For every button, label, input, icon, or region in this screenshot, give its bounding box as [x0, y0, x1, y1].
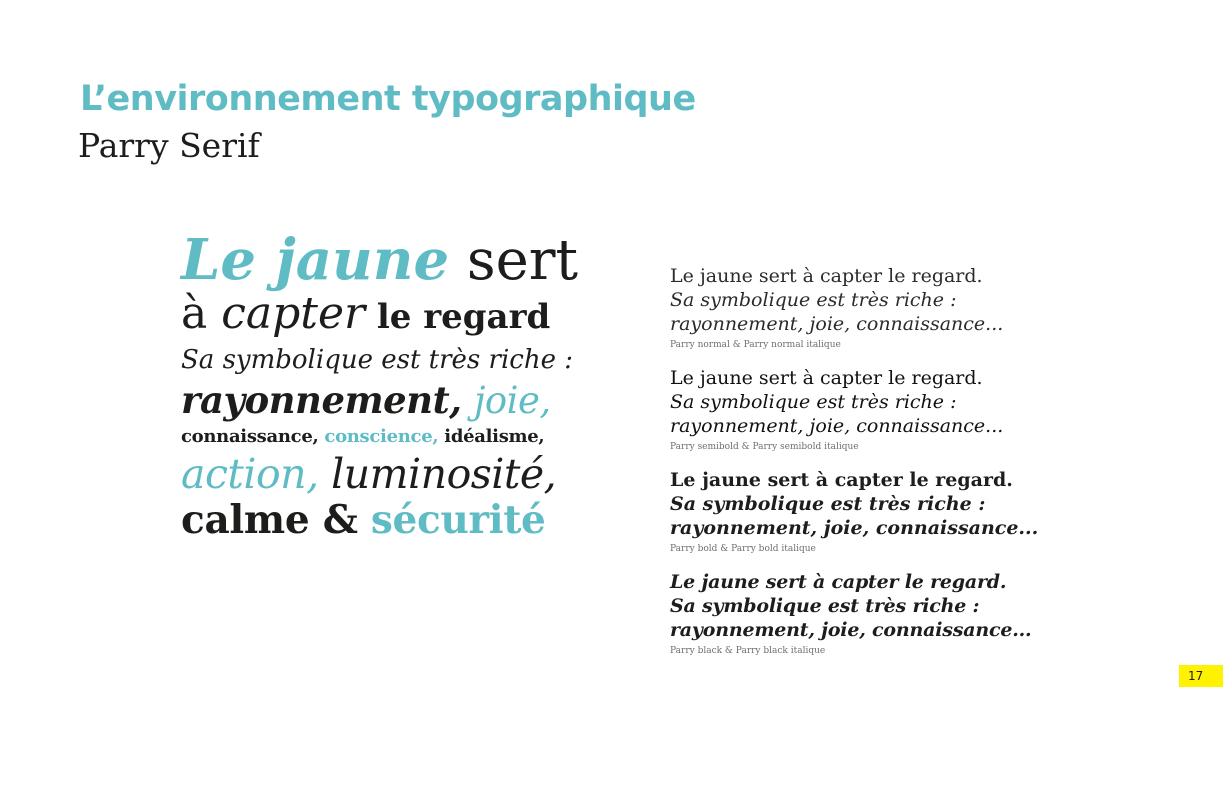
- specimen-word: le regard: [365, 297, 551, 337]
- sample-caption: Parry normal & Parry normal italique: [670, 340, 841, 350]
- specimen-word: connaissance,: [181, 426, 325, 447]
- sample-black: [670, 570, 1190, 658]
- sample-normal: [670, 264, 1190, 352]
- sample-line: Sa symbolique est très riche :: [670, 391, 957, 413]
- page-title: L’environnement typographique: [80, 79, 696, 119]
- sample-caption: Parry black & Parry black italique: [670, 646, 826, 656]
- page-number: 17: [1179, 665, 1223, 687]
- specimen-line-3: Sa symbolique est très riche :: [181, 345, 574, 375]
- weight-samples: [670, 264, 1190, 672]
- sample-bold: [670, 468, 1190, 556]
- specimen-word: capter: [221, 288, 366, 339]
- specimen-word: luminosité,: [318, 450, 557, 498]
- specimen-word: conscience,: [324, 426, 439, 447]
- font-name: Parry Serif: [78, 126, 260, 165]
- specimen-line-1: [181, 228, 601, 293]
- specimen-word: idéalisme,: [438, 426, 545, 447]
- sample-line: rayonnement, joie, connaissance...: [670, 415, 1004, 437]
- specimen-word: calme &: [181, 497, 371, 543]
- type-specimen: [181, 228, 601, 543]
- sample-line: Le jaune sert à capter le regard.: [670, 367, 983, 389]
- sample-line: Sa symbolique est très riche :: [670, 289, 957, 311]
- specimen-word: à: [181, 288, 222, 339]
- sample-line: Le jaune sert à capter le regard.: [670, 469, 1013, 491]
- specimen-word: sert: [449, 228, 579, 293]
- specimen-word: sécurité: [370, 497, 546, 543]
- sample-line: Le jaune sert à capter le regard.: [670, 571, 1007, 593]
- sample-line: Le jaune sert à capter le regard.: [670, 265, 983, 287]
- sample-semibold: [670, 366, 1190, 454]
- sample-line: rayonnement, joie, connaissance...: [670, 517, 1039, 539]
- specimen-word: joie,: [473, 379, 551, 422]
- specimen-line-2: [181, 289, 601, 342]
- specimen-line-4: [181, 378, 601, 423]
- specimen-word: Le jaune: [181, 227, 450, 293]
- specimen-line-5: [181, 423, 601, 451]
- sample-caption: Parry bold & Parry bold italique: [670, 544, 816, 554]
- specimen-word: rayonnement,: [181, 378, 474, 422]
- sample-line: Sa symbolique est très riche :: [670, 493, 986, 515]
- specimen-line-7: [181, 497, 601, 543]
- sample-line: rayonnement, joie, connaissance...: [670, 313, 1004, 335]
- sample-caption: Parry semibold & Parry semibold italique: [670, 442, 859, 452]
- specimen-line-6: [181, 451, 601, 497]
- specimen-word: action,: [181, 450, 319, 498]
- sample-line: Sa symbolique est très riche :: [670, 595, 980, 617]
- sample-line: rayonnement, joie, connaissance...: [670, 619, 1032, 641]
